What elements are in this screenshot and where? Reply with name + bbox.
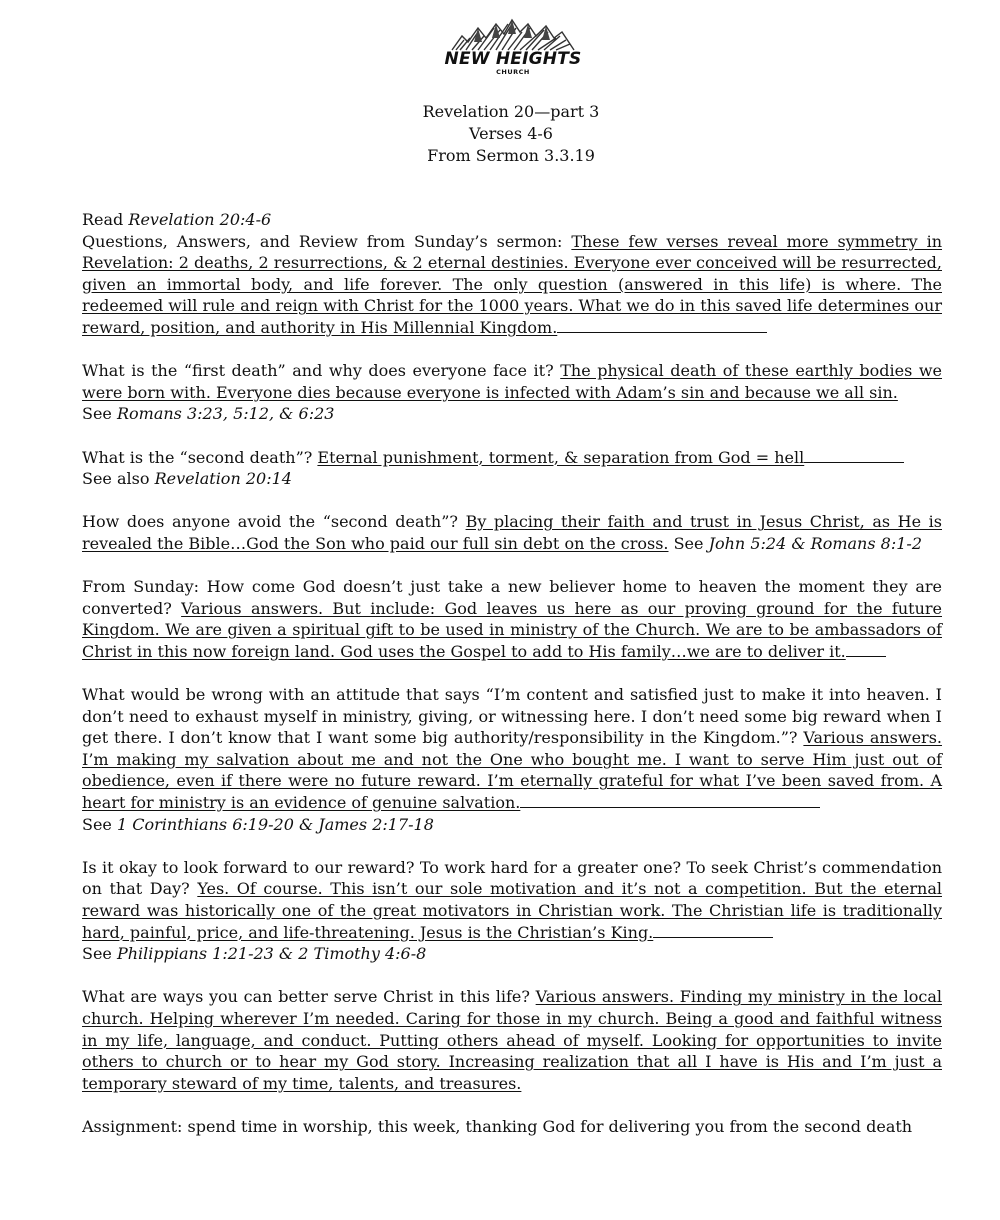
- see-label: See also: [82, 469, 155, 489]
- question-text: What are ways you can better serve Christ in this life?: [82, 987, 536, 1007]
- document-header: [0, 101, 1000, 167]
- answer-text: The physical death of these earthly bodies we were born with. Everyone dies because everyone is infected with Adam’s sin and because we all sin.: [82, 361, 943, 402]
- church-logo: [440, 18, 586, 92]
- question-text: What would be wrong with an attitude that says “I’m content and satisfied just to make it into heaven. I don’t need to exhaust myself in ministry, giving, or witnessing here. I don’t need some big reward when I get there. I don’t know that I want some big authority/responsibility in the Kingdom.”?: [82, 685, 942, 748]
- answer-text: Various answers. I’m making my salvation about me and not the One who bought me. I want to serve Him just out of obedience, even if there were no future reward. I’m eternally grateful for what I’ve been saved from. A heart for ministry is an evidence of genuine salvation.: [82, 728, 942, 813]
- question-block-8: [82, 986, 942, 1094]
- assignment: Assignment: spend time in worship, this week, thanking God for delivering you from the second death: [82, 1116, 913, 1136]
- answer-text: Various answers. But include: God leaves us here as our proving ground for the future Kingdom. We are given a spiritual gift to be used in ministry of the Church. We are to be ambassadors of Christ in this now foreign land. God uses the Gospel to add to His family…we are to deliver it.: [82, 598, 942, 661]
- question-text: What is the “second death”?: [82, 447, 318, 467]
- question-text: What is the “first death” and why does everyone face it?: [82, 361, 561, 381]
- question-text: How does anyone avoid the “second death”?: [82, 512, 466, 532]
- question-block-4: [82, 511, 942, 554]
- see-reference: 1 Corinthians 6:19-20 & James 2:17-18: [116, 814, 434, 834]
- answer-text: Yes. Of course. This isn’t our sole motivation and it’s not a competition. But the eternal reward was historically one of the great motivators in Christian work. The Christian life is traditionally hard, painful, price, and life-threatening. Jesus is the Christian’s King.: [82, 879, 942, 942]
- answer-fill-line: [846, 655, 886, 657]
- read-label: Read: [82, 210, 129, 229]
- question-block-2: [82, 360, 942, 425]
- mountain-logo-icon: [448, 18, 578, 52]
- question-block-7: [82, 857, 942, 965]
- answer-fill-line: [804, 461, 904, 463]
- see-label: See: [82, 814, 117, 834]
- answer-fill-line: [557, 331, 767, 333]
- see-reference: Romans 3:23, 5:12, & 6:23: [116, 404, 335, 424]
- see-label: See: [82, 944, 117, 964]
- header-sermon-date: From Sermon 3.3.19: [427, 146, 595, 165]
- answer-fill-line: [653, 936, 773, 938]
- answer-text: Eternal punishment, torment, & separation from God = hell: [317, 447, 805, 467]
- question-text: Questions, Answers, and Review from Sunday’s sermon:: [82, 231, 572, 251]
- see-label: See: [668, 533, 709, 553]
- answer-fill-line: [520, 806, 820, 808]
- see-reference: Philippians 1:21-23 & 2 Timothy 4:6-8: [116, 944, 427, 964]
- logo-subtitle: CHURCH: [496, 68, 530, 76]
- logo-wordmark: NEW HEIGHTS: [444, 49, 582, 69]
- question-block-6: [82, 684, 942, 835]
- answer-text: These few verses reveal more symmetry in Revelation: 2 deaths, 2 resurrections, & 2 eternal destinies. Everyone ever conceived will be resurrected, given an immortal body, and life forever. The only question (answered in this life) is where. The redeemed will rule and reign with Christ for the 1000 years. What we do in this saved life determines our reward, position, and authority in His Millennial Kingdom.: [82, 231, 943, 337]
- question-block-3: [82, 447, 942, 490]
- header-title: Revelation 20—part 3: [422, 102, 600, 121]
- question-text: Is it okay to look forward to our reward? To work hard for a greater one? To seek Christ’s commendation on that Day?: [82, 857, 942, 899]
- question-text: From Sunday: How come God doesn’t just take a new believer home to heaven the moment they are converted?: [82, 577, 942, 618]
- read-reference: Revelation 20:4-6: [128, 210, 272, 229]
- header-verses: Verses 4-6: [469, 124, 553, 143]
- answer-text: By placing their faith and trust in Jesus Christ, as He is revealed the Bible…God the Son who paid our full sin debt on the cross.: [82, 512, 942, 553]
- question-block-1: [82, 209, 942, 339]
- answer-text: Various answers. Finding my ministry in the local church. Helping wherever I’m needed. Caring for those in my church. Being a good and faithful witness in my life, language, and conduct. Putting others ahead of myself. Looking for opportunities to invite others to church or to hear my God story. Increasing realization that all I have is His and I’m just a temporary steward of my time, talents, and treasures.: [82, 987, 942, 1093]
- document-body: [82, 209, 942, 1138]
- see-reference: Revelation 20:14: [154, 469, 292, 489]
- question-block-5: [82, 576, 942, 662]
- see-label: See: [82, 404, 117, 424]
- see-reference: John 5:24 & Romans 8:1-2: [708, 533, 922, 553]
